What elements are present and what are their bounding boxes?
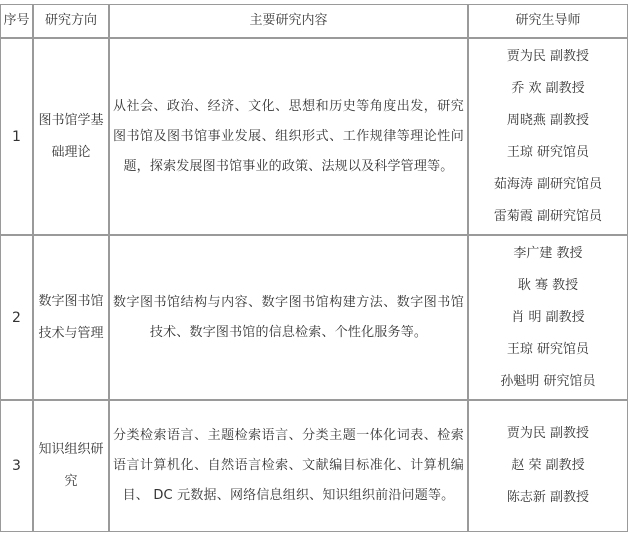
row-2-index: 2 bbox=[0, 235, 33, 400]
header-index: 序号 bbox=[0, 4, 33, 38]
header-direction: 研究方向 bbox=[33, 4, 109, 38]
row-3-content-text: 分类检索语言、主题检索语言、分类主题一体化词表、检索语言计算机化、自然语言检索、文献编目标准化、计算机编目、 DC 元数据、网络信息组织、知识组织前沿问题等。 bbox=[113, 428, 464, 503]
row-1-content bbox=[109, 38, 468, 235]
row-3-direction bbox=[33, 400, 109, 532]
row-1-direction bbox=[33, 38, 109, 235]
row-1-advisors bbox=[468, 38, 628, 235]
row-2-direction-text: 数字图书馆技术与管理 bbox=[38, 293, 104, 341]
row-2-direction bbox=[33, 235, 109, 400]
advisor-name: 贾为民 副教授 bbox=[506, 48, 590, 64]
header-content: 主要研究内容 bbox=[109, 4, 468, 38]
advisor-name: 乔 欢 副教授 bbox=[511, 80, 585, 96]
advisor-name: 孙魁明 研究馆员 bbox=[500, 373, 596, 389]
header-advisors: 研究生导师 bbox=[468, 4, 628, 38]
advisor-name: 王琼 研究馆员 bbox=[506, 144, 590, 160]
advisor-name: 王琼 研究馆员 bbox=[506, 341, 590, 357]
row-2-advisors bbox=[468, 235, 628, 400]
advisor-name: 赵 荣 副教授 bbox=[511, 458, 585, 473]
row-3-content bbox=[109, 400, 468, 532]
row-2-content bbox=[109, 235, 468, 400]
advisor-name: 陈志新 副教授 bbox=[506, 490, 590, 505]
advisor-name: 李广建 教授 bbox=[513, 245, 583, 261]
row-1-direction-text: 图书馆学基础理论 bbox=[38, 112, 104, 160]
advisor-name: 肖 明 副教授 bbox=[511, 309, 585, 325]
advisor-name: 周晓燕 副教授 bbox=[506, 112, 590, 128]
advisor-name: 雷菊霞 副研究馆员 bbox=[493, 208, 603, 224]
advisor-name: 耿 骞 教授 bbox=[517, 277, 579, 293]
advisor-name: 贾为民 副教授 bbox=[506, 426, 590, 441]
row-3-advisors bbox=[468, 400, 628, 532]
advisor-name: 茹海涛 副研究馆员 bbox=[493, 176, 603, 192]
row-3-index: 3 bbox=[0, 400, 33, 532]
row-1-content-text: 从社会、政治、经济、文化、思想和历史等角度出发，研究图书馆及图书馆事业发展、组织形式、工作规律等理论性问题，探索发展图书馆事业的政策、法规以及科学管理等。 bbox=[113, 98, 464, 174]
row-3-direction-text: 知识组织研究 bbox=[38, 442, 104, 489]
row-2-content-text: 数字图书馆结构与内容、数字图书馆构建方法、数字图书馆技术、数字图书馆的信息检索、个性化服务等。 bbox=[113, 294, 464, 340]
row-1-index: 1 bbox=[0, 38, 33, 235]
